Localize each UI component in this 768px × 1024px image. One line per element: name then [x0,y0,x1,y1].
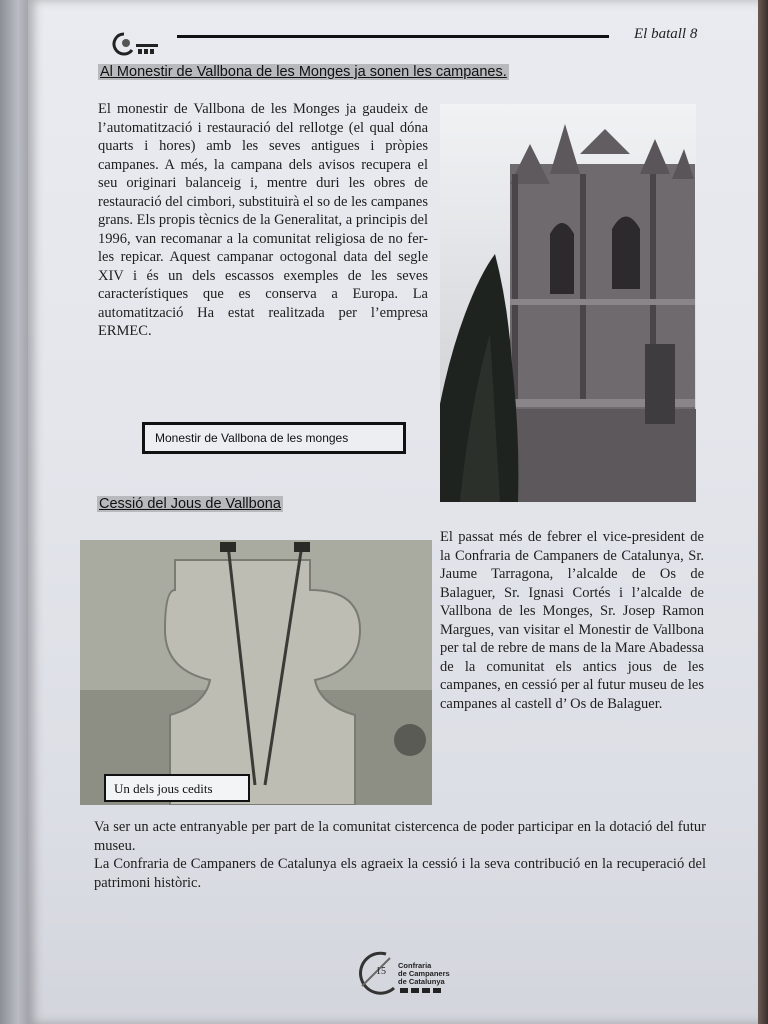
facing-page-edge [0,0,30,1024]
page-number: 15 [376,966,386,977]
org-name [398,962,462,986]
article-body: El monestir de Vallbona de les Monges ja gaudeix de l’automatització i restauració del rellotge (el qual dóna quarts i hores) amb les seves antigues i pròpies campanes. A més, la campana dels avisos recupera el seu originari balanceig i, mentre duri les obres de restauració del cimbori, substituirà el so de les campanes grans. Els propis tècnics de la Generalitat, a principis del 1996, van recomanar a la comunitat religiosa de no fer-les repicar. Aquest campanar octogonal data del segle XIV i és un dels escassos exemples de les seves característiques que es conserva a Europa. La automatització Ha estat realitzada per l’empresa ERMEC. [98,101,428,339]
bell-yoke-photo [80,540,432,805]
org-name-line: de Catalunya [398,977,445,986]
issue-title: El batall 8 [634,26,698,42]
article-body: El passat més de febrer el vice-president de la Confraria de Campaners de Catalunya, Sr. Jaume Tarragona, l’alcalde de Os de Balaguer, Sr. Ignasi Cortés i l’alcalde de Vallbona de les Monges, Sr. Josep Ramon Margues, van visitar el Monestir de Vallbona per tal de rebre de mans de la Mare Abadessa de la comunitat els antics jous de les campanes, en cessió per al futur museu de les campanes al castell d’ Os de Balaguer. [440,529,704,712]
closing-paragraph: La Confraria de Campaners de Catalunya els agraeix la cessió i la seva contribució en la recuperació del patrimoni històric. [94,856,706,891]
monastery-tower-photo [440,104,696,502]
article-heading: Al Monestir de Vallbona de les Monges ja sonen les campanes. [100,64,507,80]
footer-logo [356,948,460,998]
article-heading: Cessió del Jous de Vallbona [99,496,281,512]
org-name-line: de Campaners [398,969,450,978]
photo-caption: Un dels jous cedits [104,774,250,802]
confraria-logo-icon [110,30,162,58]
article-closing [94,818,706,892]
page-edge-shadow [758,0,768,1024]
closing-paragraph: Va ser un acte entranyable per part de la comunitat cistercenca de poder participar en la dotació del futur museu. [94,819,706,854]
photo-caption: Monestir de Vallbona de les monges [142,422,406,454]
org-name-line: Confraria [398,961,432,970]
header-rule [177,35,609,38]
